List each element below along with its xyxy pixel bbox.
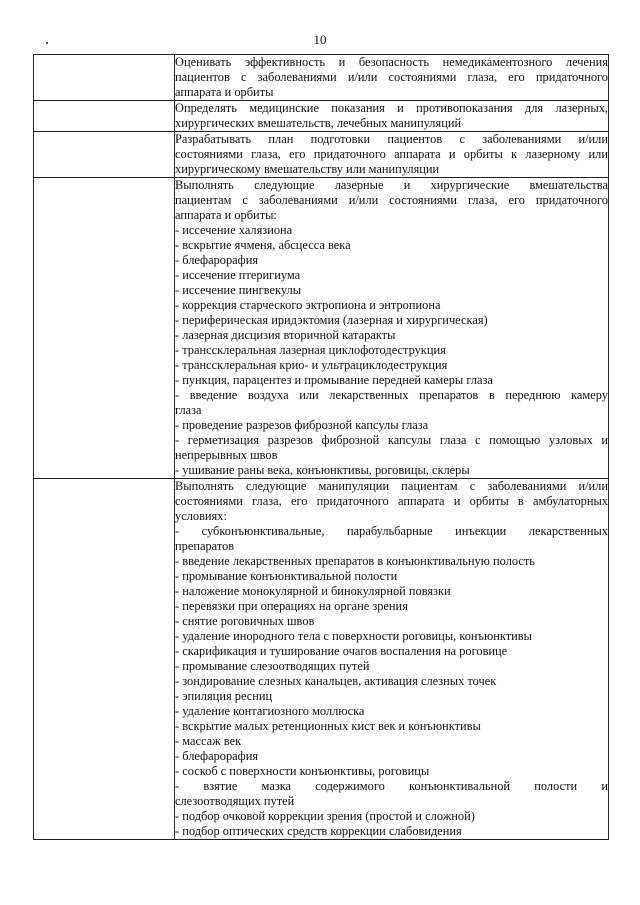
text-line: - массаж век	[175, 734, 242, 748]
text-line: - подбор оптических средств коррекции слабовидения	[175, 824, 462, 838]
text-line: - коррекция старческого эктропиона и энтропиона	[175, 298, 441, 312]
table-row	[34, 55, 609, 101]
table-cell-empty	[34, 132, 175, 178]
page-number: 10	[313, 32, 327, 47]
table-cell-empty	[34, 101, 175, 132]
table-cell-text	[175, 479, 609, 840]
text-line: - зондирование слезных канальцев, активация слезных точек	[175, 674, 497, 688]
table-row	[34, 132, 609, 178]
text-line: - субконъюнктивальные, парабульбарные инъекции лекарственных	[175, 524, 608, 538]
table-cell-empty	[34, 178, 175, 479]
text-line: - иссечение халязиона	[175, 223, 293, 237]
text-line: пациентам с заболеваниями и/или состояниями глаза, его придаточного	[175, 193, 608, 207]
text-line: - скарификация и туширование очагов воспаления на роговице	[175, 644, 508, 658]
table-cell-text	[175, 178, 609, 479]
text-line: - иссечение птеригиума	[175, 268, 301, 282]
table-cell-text	[175, 101, 609, 132]
text-line: аппарата и орбиты	[175, 85, 274, 99]
text-line: - блефарорафия	[175, 253, 259, 267]
text-line: состояниями глаза, его придаточного аппарата и орбиты в амбулаторных	[175, 494, 608, 508]
text-line: - иссечение пингвекулы	[175, 283, 302, 297]
text-line: - введение лекарственных препаратов в конъюнктивальную полость	[175, 554, 535, 568]
text-line: - ушивание раны века, конъюнктивы, роговицы, склеры	[175, 463, 470, 477]
text-line: - введение воздуха или лекарственных препаратов в переднюю камеру	[175, 388, 608, 402]
text-line: Выполнять следующие лазерные и хирургические вмешательства	[175, 178, 608, 192]
text-line: - лазерная дисцизия вторичной катаракты	[175, 328, 396, 342]
text-line: Выполнять следующие манипуляции пациентам с заболеваниями и/или	[175, 479, 608, 493]
text-line: - блефарорафия	[175, 749, 259, 763]
text-line: - пункция, парацентез и промывание передней камеры глаза	[175, 373, 493, 387]
text-line: - проведение разрезов фиброзной капсулы глаза	[175, 418, 429, 432]
table-row	[34, 101, 609, 132]
table-body	[34, 55, 609, 840]
text-line: непрерывных швов	[175, 448, 278, 462]
text-line: - вскрытие ячменя, абсцесса века	[175, 238, 351, 252]
scan-speck	[46, 42, 48, 44]
text-line: - транссклеральная крио- и ультрациклодеструкция	[175, 358, 448, 372]
text-line: - вскрытие малых ретенционных кист век и конъюнктивы	[175, 719, 481, 733]
text-line: препаратов	[175, 539, 235, 553]
text-line: - промывание конъюнктивальной полости	[175, 569, 398, 583]
text-line: хирургическому вмешательству или манипуляции	[175, 162, 440, 176]
text-line: Оценивать эффективность и безопасность немедикаментозного лечения	[175, 55, 608, 69]
requirements-table	[33, 54, 609, 840]
text-line: - герметизация разрезов фиброзной капсулы глаза с помощью узловых и	[175, 433, 608, 447]
text-line: - перевязки при операциях на органе зрения	[175, 599, 408, 613]
text-line: - наложение монокулярной и бинокулярной повязки	[175, 584, 451, 598]
table-cell-empty	[34, 479, 175, 840]
text-line: - удаление инородного тела с поверхности роговицы, конъюнктивы	[175, 629, 532, 643]
text-line: слезоотводящих путей	[175, 794, 295, 808]
text-line: пациентов с заболеваниями и/или состояниями глаза, его придаточного	[175, 70, 608, 84]
text-line: - взятие мазка содержимого конъюнктивальной полости и	[175, 779, 608, 793]
table-row	[34, 479, 609, 840]
text-line: Определять медицинские показания и противопоказания для лазерных,	[175, 101, 608, 115]
text-line: - периферическая иридэктомия (лазерная и хирургическая)	[175, 313, 488, 327]
text-line: - соскоб с поверхности конъюнктивы, роговицы	[175, 764, 430, 778]
table-cell-text	[175, 132, 609, 178]
text-line: условиях:	[175, 509, 227, 523]
text-line: аппарата и орбиты:	[175, 208, 277, 222]
text-line: глаза	[175, 403, 202, 417]
table-cell-empty	[34, 55, 175, 101]
table-cell-text	[175, 55, 609, 101]
text-line: - транссклеральная лазерная циклофотодеструкция	[175, 343, 446, 357]
table-row	[34, 178, 609, 479]
text-line: - подбор очковой коррекции зрения (простой и сложной)	[175, 809, 475, 823]
text-line: состояниями глаза, его придаточного аппарата и орбиты к лазерному или	[175, 147, 608, 161]
text-line: Разрабатывать план подготовки пациентов с заболеваниями и/или	[175, 132, 608, 146]
text-line: - эпиляция ресниц	[175, 689, 273, 703]
text-line: - удаление контагиозного моллюска	[175, 704, 365, 718]
text-line: - промывание слезоотводящих путей	[175, 659, 370, 673]
text-line: хирургических вмешательств, лечебных манипуляций	[175, 116, 462, 130]
text-line: - снятие роговичных швов	[175, 614, 315, 628]
